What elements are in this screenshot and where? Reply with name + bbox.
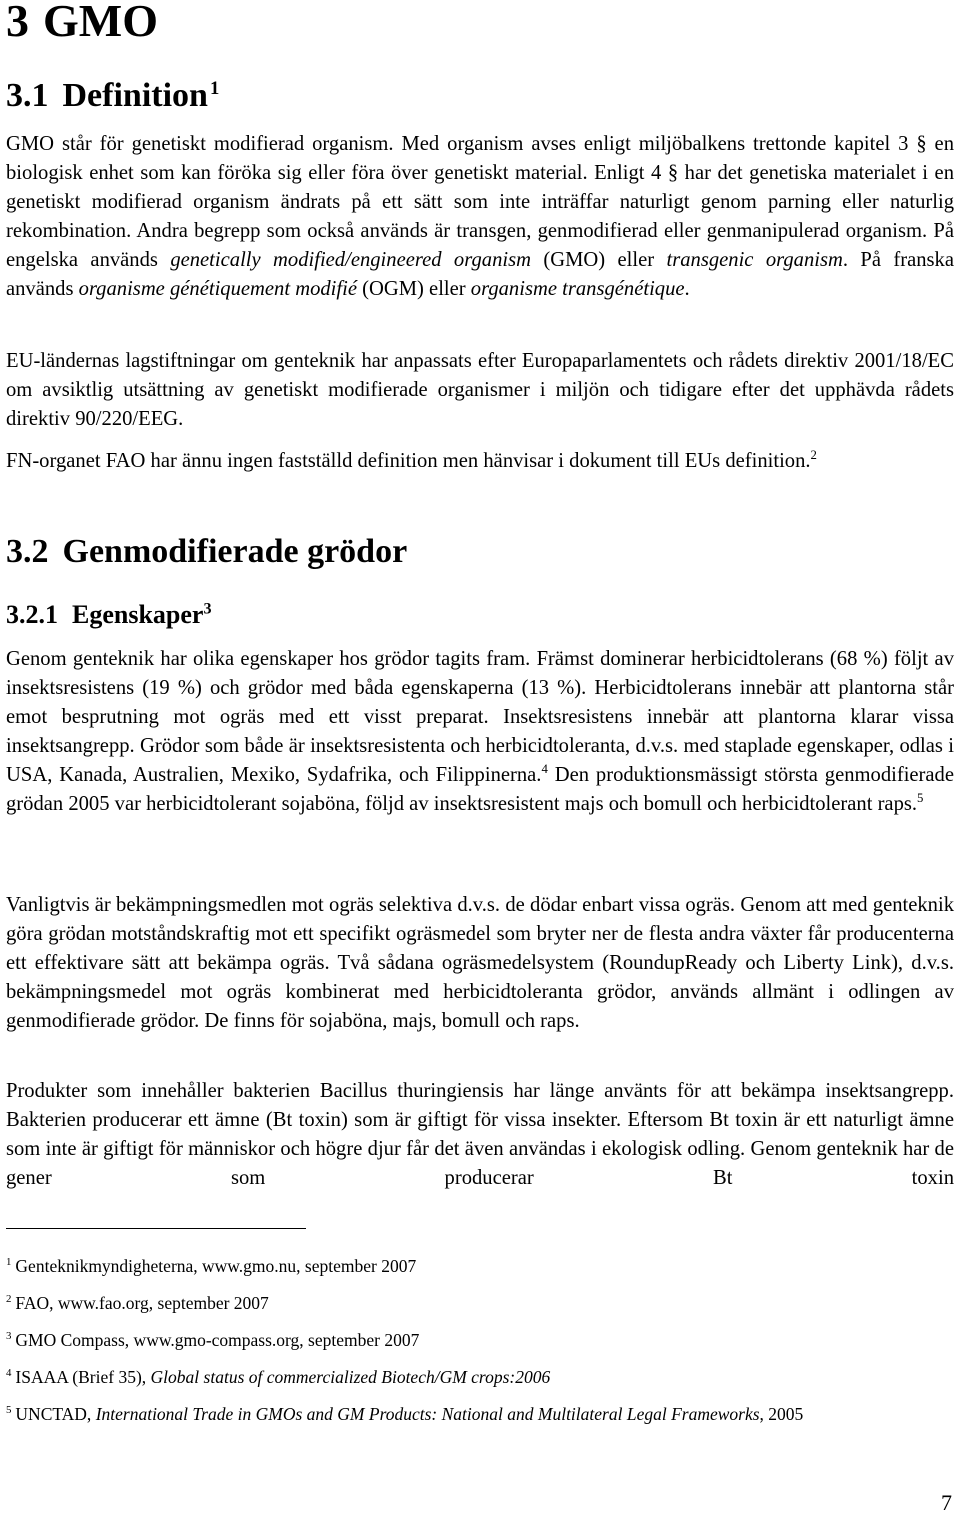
paragraph-herbicides: Vanligtvis är bekämpningsmedlen mot ogräs selektiva d.v.s. de dödar enbart vissa ogräs. Genom att med genteknik göra grödan motståndskraftig mot ett specifikt ogräsmedel som bryter ner de flesta andra växter får producenterna ett effektivare sätt att bekämpa ogräs. Två sådana ogräsmedelsystem (RoundupReady och Liberty Link), d.v.s. bekämpningsmedel mot ogräs kombinerat med herbicidtoleranta grödor, används allmänt i odlingen av genmodifierade grödor. De finns för sojaböna, majs, bomull och raps. — [6, 894, 954, 1032]
document-page — [6, 0, 954, 1529]
footnote-3: $^3$ GMO Compass, www.gmo-compass.org, september 2007 — [6, 1330, 420, 1350]
footnote-ref: 5 — [917, 791, 924, 806]
page-number: 7 — [941, 1490, 952, 1515]
section-number: 3.1 — [6, 77, 49, 114]
subsection-heading-properties — [6, 599, 212, 631]
chapter-title: GMO — [43, 0, 158, 46]
footnote-2: $^2$ FAO, www.fao.org, september 2007 — [6, 1293, 269, 1313]
section-title: Definition — [62, 77, 208, 114]
chapter-heading — [6, 0, 158, 46]
paragraph-crop-traits: Genom genteknik har olika egenskaper hos grödor tagits fram. Främst dominerar herbicidtolerans (68 %) följt av insektsresistens (19 %) och grödor med båda egenskaperna (13 %). Herbicidtolerans innebär att plantorna står emot besprutning mot ogräs med ett visst preparat. Insektsresistens innebär att plantorna klarar vissa insektsangrepp. Grödor som både är insektsresistenta och herbicidtoleranta, d.v.s. med staplade egenskaper, odlas i USA, Kanada, Australien, Mexiko, Sydafrika, och Filippinerna.$^4$ Den produktionsmässigt största genmodifierade grödan 2005 var herbicidtolerant sojaböna, följd av insektsresistent majs och bomull och herbicidtolerant raps.$^5$ — [6, 648, 954, 815]
footnote-5: $^5$ UNCTAD, International Trade in GMOs and GM Products: National and Multilateral Legal Frameworks, 2005 — [6, 1404, 804, 1424]
footnote-ref: 3 — [203, 600, 212, 618]
chapter-number: 3 — [6, 0, 29, 46]
footnote-ref: 1 — [209, 77, 220, 99]
footnote-ref: 2 — [810, 448, 817, 463]
section-heading-definition — [6, 76, 219, 116]
paragraph-gmo-definition: GMO står för genetiskt modifierad organism. Med organism avses enligt miljöbalkens trettonde kapitel 3 § en biologisk enhet som kan föröka sig eller föra över genetiskt material. Enligt 4 § har det genetiska materialet i en genetiskt modifierad organism ändrats på ett sätt som inte inträffar naturligt genom parning eller naturlig rekombination. Andra begrepp som också används är transgen, genmodifierad eller genmanipulerad organism. På engelska används genetically modified/engineered organism (GMO) eller transgenic organism. På franska används organisme génétiquement modifié (OGM) eller organisme transgénétique. — [6, 133, 954, 300]
section-title: Genmodifierade grödor — [62, 533, 408, 570]
footnote-ref: 4 — [541, 762, 548, 777]
paragraph-fao: FN-organet FAO har ännu ingen fastställd definition men hänvisar i dokument till EUs definition.$^2$ — [6, 448, 817, 472]
section-number: 3.2 — [6, 533, 49, 570]
footnote-separator — [6, 1228, 306, 1229]
paragraph-eu-legislation: EU-ländernas lagstiftningar om genteknik har anpassats efter Europaparlamentets och rådets direktiv 2001/18/EC om avsiktlig utsättning av genetiskt modifierade organismer i miljön och tidigare efter det upphävda rådets direktiv 90/220/EEG. — [6, 350, 954, 430]
footnote-1: $^1$ Genteknikmyndigheterna, www.gmo.nu, september 2007 — [6, 1256, 417, 1276]
subsection-number: 3.2.1 — [6, 600, 58, 629]
section-heading-gm-crops — [6, 532, 407, 572]
footnote-4: $^4$ ISAAA (Brief 35), Global status of commercialized Biotech/GM crops:2006 — [6, 1367, 551, 1387]
paragraph-bt-toxin: Produkter som innehåller bakterien Bacillus thuringiensis har länge använts för att bekämpa insektsangrepp. Bakterien producerar ett ämne (Bt toxin) som är giftigt för vissa insekter. Eftersom Bt toxin är ett naturligt ämne som inte är giftigt för människor och högre djur får det även användas i ekologisk odling. Genom genteknik har de gener som producerar Bt toxin — [6, 1080, 954, 1189]
subsection-title: Egenskaper — [72, 600, 204, 629]
